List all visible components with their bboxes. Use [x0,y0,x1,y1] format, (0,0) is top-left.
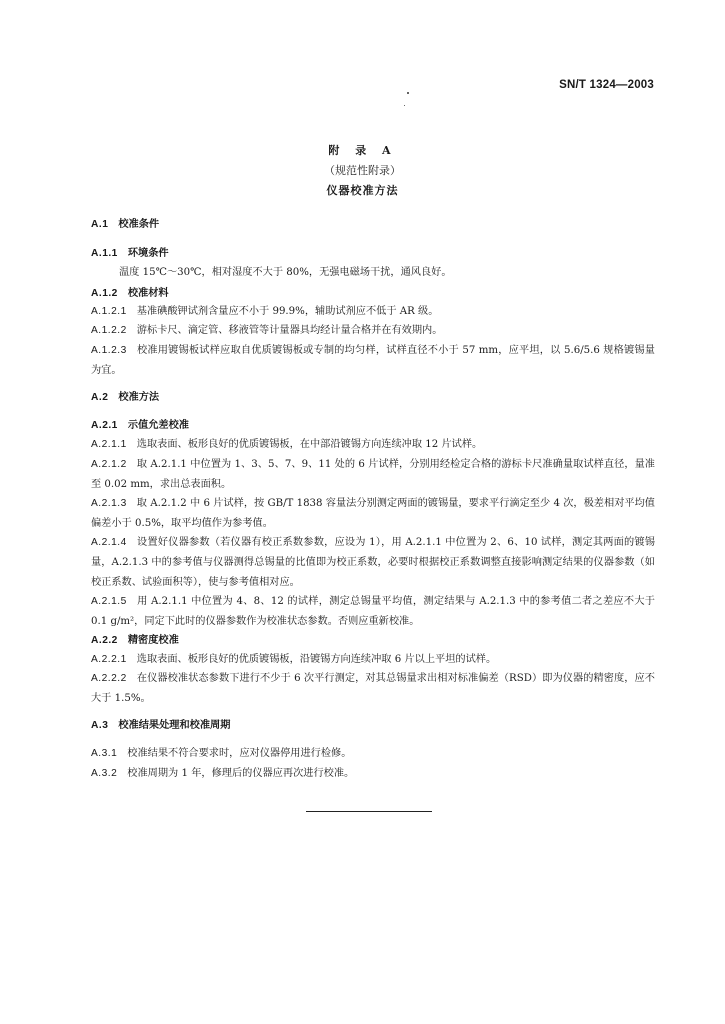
end-rule [306,811,432,812]
annex-type: （规范性附录） [324,164,401,177]
section-heading: A.2 校准方法 [91,391,160,403]
section-heading: A.3 校准结果处理和校准周期 [91,719,231,731]
paragraph: A.2.1.4 设置好仪器参数（若仪器有校正系数参数，应设为 1），用 A.2.1.1 中位置为 2、6、10 试样，测定其两面的镀锡量，A.2.1.3 中的参考值与仪器测得总锡量的比值即为校正系数，必要时根据校正系数调整直接影响测定结果的仪器参数（如校正系数、试验面积等），使与参考值相对应。 [91,537,655,588]
scan-speck [404,105,405,106]
annex-heading: 仪器校准方法 [326,184,399,197]
paragraph: A.3.2 校准周期为 1 年，修理后的仪器应再次进行校准。 [91,768,355,779]
subsection-heading: A.1.2 校准材料 [91,287,169,299]
paragraph: A.1.2.1 基准碘酸钾试剂含量应不小于 99.9%，辅助试剂应不低于 AR 级。 [91,306,439,317]
paragraph: A.1.2.3 校准用镀锡板试样应取自优质镀锡板或专制的均匀样，试样直径不小于 57 mm，应平坦，以 5.6/5.6 规格镀锡量为宜。 [91,345,655,376]
paragraph: 温度 15℃～30℃，相对湿度不大于 80%，无强电磁场干扰，通风良好。 [119,267,452,278]
subsection-heading: A.1.1 环境条件 [91,247,169,259]
paragraph: A.2.1.2 取 A.2.1.1 中位置为 1、3、5、7、9、11 处的 6 片试样，分别用经检定合格的游标卡尺准确量取试样直径，量准至 0.02 mm，求出总表面积。 [91,459,655,490]
standard-code: SN/T 1324—2003 [559,79,654,91]
paragraph: A.2.1.3 取 A.2.1.2 中 6 片试样，按 GB/T 1838 容量法分别测定两面的镀锡量，要求平行滴定至少 4 次，极差相对平均值偏差小于 0.5%，取平均值作为参考值。 [91,498,655,529]
subsection-heading: A.2.1 示值允差校准 [91,419,189,431]
paragraph: A.2.2.2 在仪器校准状态参数下进行不少于 6 次平行测定，对其总锡量求出相对标准偏差（RSD）即为仪器的精密度，应不大于 1.5%。 [91,673,655,704]
section-heading: A.1 校准条件 [91,218,160,230]
scan-speck [407,92,409,94]
annex-label: 附 录 A [328,144,397,157]
subsection-heading: A.2.2 精密度校准 [91,634,179,646]
paragraph: A.2.1.1 选取表面、板形良好的优质镀锡板，在中部沿镀锡方向连续冲取 12 片试样。 [91,439,483,450]
annex-title [0,141,725,201]
paragraph: A.1.2.2 游标卡尺、滴定管、移液管等计量器具均经计量合格并在有效期内。 [91,325,443,336]
paragraph: A.2.1.5 用 A.2.1.1 中位置为 4、8、12 的试样，测定总锡量平均值，测定结果与 A.2.1.3 中的参考值二者之差应不大于 0.1 g/m²，同定下此时的仪器参数作为校准状态参数。否则应重新校准。 [91,596,655,627]
paragraph: A.3.1 校准结果不符合要求时，应对仪器停用进行检修。 [91,748,352,759]
paragraph: A.2.2.1 选取表面、板形良好的优质镀锡板，沿镀锡方向连续冲取 6 片以上平坦的试样。 [91,654,497,665]
